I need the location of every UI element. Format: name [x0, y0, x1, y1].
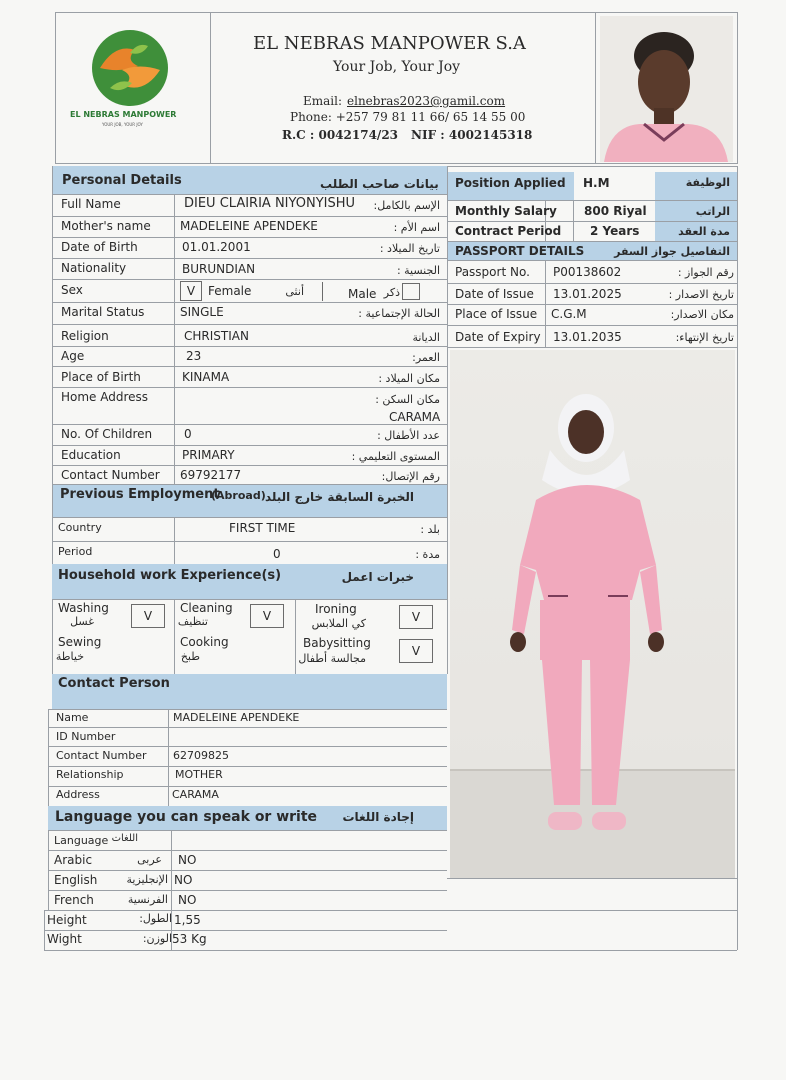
- logo-tagline: YOUR JOB, YOUR JOY: [102, 122, 143, 127]
- babysitting-checkbox[interactable]: [399, 639, 433, 663]
- mother-name-value: MADELEINE APENDEKE: [180, 219, 318, 233]
- mother-name-label: Mother's name: [61, 219, 151, 233]
- expiry-date-label: Date of Expiry: [455, 330, 541, 344]
- female-label-ar: أنثى: [285, 285, 304, 298]
- children-value: 0: [184, 427, 192, 441]
- monthly-salary-label: Monthly Salary: [455, 204, 557, 218]
- place-of-birth-label: Place of Birth: [61, 370, 141, 384]
- contact-phone-value: 62709825: [173, 749, 229, 762]
- english-label: English: [54, 873, 98, 887]
- nationality-value: BURUNDIAN: [182, 262, 256, 276]
- issue-date-label: Date of Issue: [455, 287, 534, 301]
- arabic-value: NO: [178, 853, 197, 867]
- sewing-label: Sewing: [58, 635, 102, 649]
- french-value: NO: [178, 893, 197, 907]
- portrait-photo: [600, 16, 733, 162]
- household-title: Household work Experience(s): [58, 568, 282, 583]
- passport-section-title: PASSPORT DETAILS: [455, 244, 585, 258]
- sewing-label-ar: خياطة: [55, 650, 84, 663]
- period-label: Period: [58, 545, 93, 558]
- cleaning-label-ar: تنظيف: [177, 615, 208, 628]
- babysitting-check-mark: V: [411, 644, 421, 658]
- issue-place-value: C.G.M: [551, 307, 587, 321]
- cleaning-checkbox[interactable]: [250, 604, 284, 628]
- company-email-label: Email:: [303, 94, 343, 108]
- arabic-label-ar: عربى: [137, 853, 162, 866]
- contract-period-label: Contract Period: [455, 224, 562, 238]
- logo-emblem-icon: [90, 28, 170, 108]
- place-of-birth-value: KINAMA: [182, 370, 230, 384]
- home-address-label: Home Address: [61, 390, 149, 404]
- washing-checkbox[interactable]: [131, 604, 165, 628]
- female-checkbox[interactable]: [180, 281, 202, 301]
- babysitting-label: Babysitting: [303, 636, 371, 650]
- company-rc: R.C : 0042174/23: [282, 128, 399, 142]
- male-label-ar: ذكر: [383, 286, 400, 299]
- contact-relationship-label: Relationship: [56, 768, 124, 781]
- household-title-ar: خبرات اعمل: [341, 570, 414, 584]
- education-value: PRIMARY: [182, 448, 235, 462]
- education-label-ar: المستوى التعليمي :: [351, 450, 440, 463]
- issue-place-label: Place of Issue: [455, 307, 538, 321]
- full-body-photo: [450, 350, 735, 878]
- french-label: French: [54, 893, 94, 907]
- height-value: 1,55: [174, 913, 201, 927]
- religion-value: CHRISTIAN: [184, 329, 249, 343]
- weight-value: 53 Kg: [172, 932, 207, 946]
- issue-place-label-ar: مكان الاصدار:: [670, 308, 734, 321]
- place-of-birth-label-ar: مكان الميلاد :: [378, 372, 440, 385]
- contact-name-value: MADELEINE APENDEKE: [173, 711, 300, 724]
- country-label: Country: [58, 521, 102, 534]
- personal-section-title: Personal Details: [62, 173, 182, 188]
- contact-address-label: Address: [56, 788, 100, 801]
- position-applied-value: H.M: [583, 176, 610, 190]
- female-label: Female: [208, 284, 252, 298]
- language-header-label-ar: اللغات: [111, 833, 138, 844]
- company-slogan: Your Job, Your Joy: [333, 59, 461, 75]
- contact-number-label-ar: رقم الإتصال:: [381, 470, 440, 483]
- period-value: 0: [273, 547, 281, 561]
- company-email[interactable]: elnebras2023@gamil.com: [347, 94, 506, 108]
- contact-address-value: CARAMA: [172, 788, 219, 801]
- country-value: FIRST TIME: [229, 521, 296, 535]
- country-label-ar: بلد :: [420, 523, 440, 536]
- education-label: Education: [61, 448, 121, 462]
- passport-section-title-ar: التفاصيل جواز السفر: [614, 245, 730, 258]
- ironing-label-ar: كي الملابس: [311, 617, 366, 630]
- age-label-ar: العمر:: [412, 351, 440, 364]
- passport-no-label: Passport No.: [455, 265, 530, 279]
- company-phone: Phone: +257 79 81 11 66/ 65 14 55 00: [290, 110, 526, 124]
- home-address-value: CARAMA: [389, 410, 441, 424]
- expiry-date-label-ar: تاريخ الإنتهاء:: [675, 331, 734, 344]
- marital-status-value: SINGLE: [180, 305, 224, 319]
- male-label: Male: [348, 287, 377, 301]
- children-label-ar: عدد الأطفال :: [377, 429, 440, 442]
- personal-section-title-ar: بيانات صاحب الطلب: [320, 177, 439, 191]
- contact-relationship-value: MOTHER: [175, 768, 223, 781]
- cooking-label-ar: طبخ: [180, 650, 200, 663]
- french-label-ar: الفرنسية: [127, 893, 168, 906]
- height-label-ar: الطول:: [139, 912, 172, 925]
- company-logo: [90, 28, 170, 108]
- passport-no-label-ar: رقم الجواز :: [677, 266, 734, 279]
- washing-label-ar: غسل: [70, 615, 94, 628]
- english-label-ar: الإنجليزية: [126, 873, 168, 886]
- nationality-label-ar: الجنسية :: [396, 264, 440, 277]
- contact-number-value: 69792177: [180, 468, 242, 482]
- contact-phone-label: Contact Number: [56, 749, 147, 762]
- religion-label: Religion: [61, 329, 109, 343]
- religion-label-ar: الديانة: [412, 331, 440, 344]
- sex-label: Sex: [61, 283, 83, 297]
- period-label-ar: مدة :: [415, 548, 440, 561]
- issue-date-label-ar: تاريخ الاصدار :: [668, 288, 734, 301]
- full-name-value: DIEU CLAIRIA NIYONYISHU: [184, 196, 356, 211]
- previous-employment-title: Previous Employment: [60, 487, 220, 502]
- full-name-label-ar: الإسم بالكامل:: [373, 199, 440, 212]
- height-label: Height: [47, 913, 87, 927]
- passport-no-value: P00138602: [553, 265, 622, 279]
- ironing-checkbox[interactable]: [399, 605, 433, 629]
- weight-label: Wight: [47, 932, 82, 946]
- expiry-date-value: 13.01.2035: [553, 330, 622, 344]
- nationality-label: Nationality: [61, 261, 127, 275]
- monthly-salary-label-ar: الراتب: [695, 205, 730, 218]
- language-header-label: Language: [54, 834, 109, 847]
- home-address-label-ar: مكان السكن :: [375, 393, 440, 406]
- language-title: Language you can speak or write: [55, 809, 318, 825]
- dob-label-ar: تاريخ الميلاد :: [379, 242, 440, 255]
- standing-person-figure-icon: [450, 350, 735, 878]
- portrait-figure-icon: [600, 16, 733, 162]
- previous-employment-subtitle: (Abroad): [211, 489, 266, 502]
- monthly-salary-value: 800 Riyal: [584, 204, 647, 218]
- contact-id-label: ID Number: [56, 730, 116, 743]
- babysitting-label-ar: مجالسة أطفال: [298, 652, 366, 665]
- children-label: No. Of Children: [61, 427, 153, 441]
- position-applied-label: Position Applied: [455, 176, 566, 190]
- ironing-check-mark: V: [411, 610, 421, 624]
- male-checkbox[interactable]: [402, 283, 420, 300]
- contract-period-value: 2 Years: [590, 224, 640, 238]
- contact-number-label: Contact Number: [61, 468, 160, 482]
- marital-status-label: Marital Status: [61, 305, 145, 319]
- contact-name-label: Name: [56, 711, 89, 724]
- contract-period-label-ar: مدة العقد: [678, 225, 730, 238]
- cleaning-label: Cleaning: [180, 601, 233, 615]
- company-nif: NIF : 4002145318: [411, 128, 533, 142]
- marital-status-label-ar: الحالة الإجتماعية :: [358, 307, 440, 320]
- position-applied-label-ar: الوظيفة: [685, 176, 730, 189]
- dob-label: Date of Birth: [61, 240, 138, 254]
- company-name: EL NEBRAS MANPOWER S.A: [253, 33, 526, 54]
- cooking-label: Cooking: [180, 635, 229, 649]
- washing-label: Washing: [58, 601, 109, 615]
- age-label: Age: [61, 349, 85, 363]
- arabic-label: Arabic: [54, 853, 93, 867]
- language-title-ar: إجادة اللغات: [342, 810, 414, 824]
- issue-date-value: 13.01.2025: [553, 287, 622, 301]
- mother-name-label-ar: اسم الأم :: [393, 221, 440, 234]
- weight-label-ar: الوزن:: [142, 932, 172, 945]
- logo-text: EL NEBRAS MANPOWER: [70, 110, 177, 119]
- english-value: NO: [174, 873, 193, 887]
- cleaning-check-mark: V: [262, 609, 272, 623]
- female-check-mark: V: [186, 284, 196, 298]
- washing-check-mark: V: [143, 609, 153, 623]
- dob-value: 01.01.2001: [182, 240, 251, 254]
- full-name-label: Full Name: [61, 197, 121, 211]
- contact-person-title: Contact Person: [58, 676, 170, 691]
- ironing-label: Ironing: [315, 602, 357, 616]
- previous-employment-title-ar: الخبرة السابقة خارج البلد: [264, 490, 414, 504]
- age-value: 23: [186, 349, 202, 363]
